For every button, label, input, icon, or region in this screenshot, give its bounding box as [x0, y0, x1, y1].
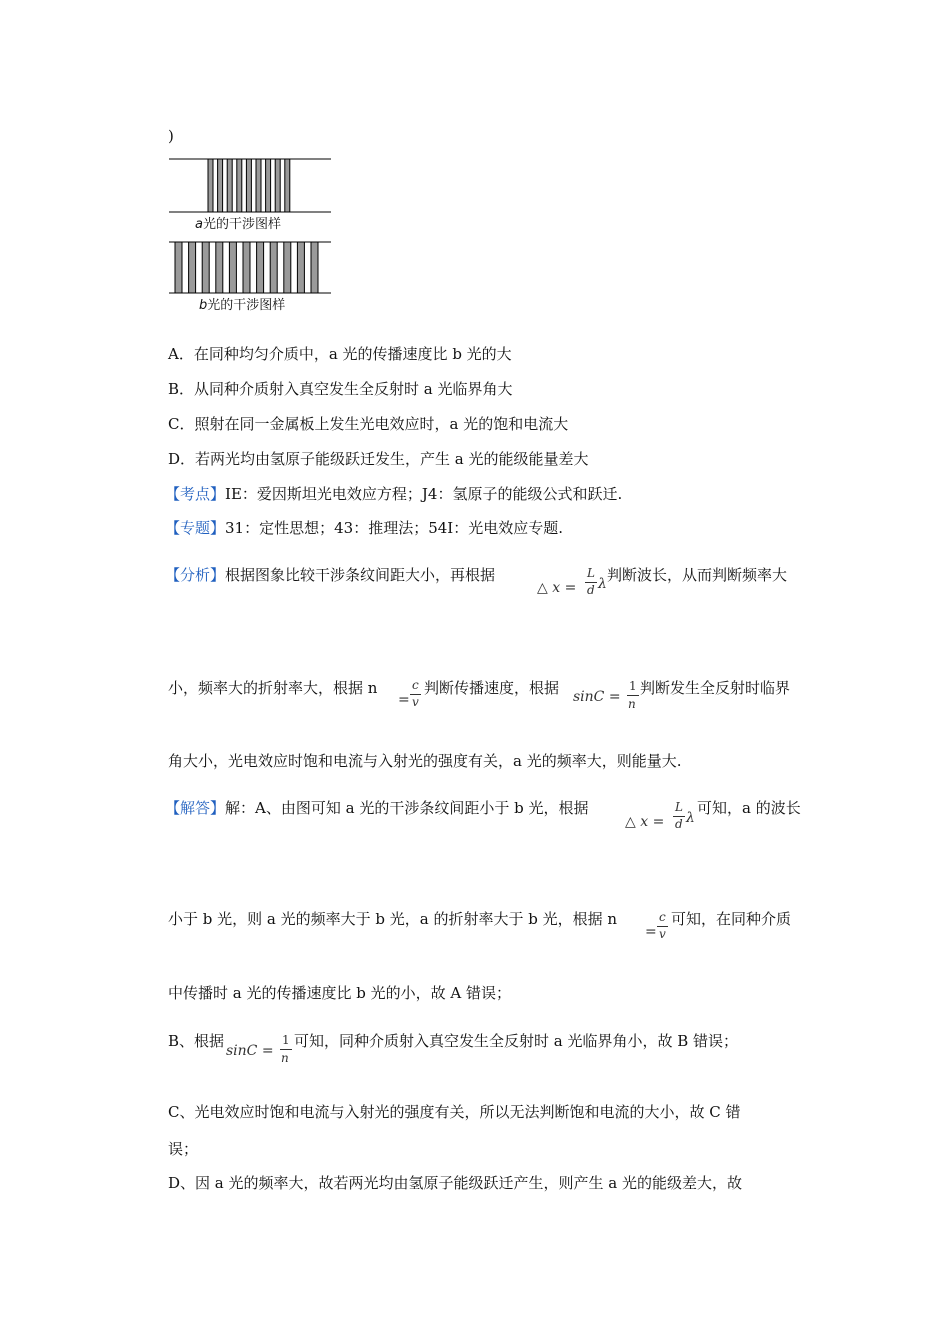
- label-b-text: 光的干涉图样: [207, 298, 286, 313]
- pattern-a-stripe: [266, 159, 271, 212]
- formula-delta-x: △ x = L d λ: [537, 566, 607, 597]
- question-fragment: ): [168, 127, 174, 145]
- zhuanti-tag: 【专题】: [165, 519, 226, 537]
- fenxi-line-1a: 【分析】根据图象比较干涉条纹间距大小，再根据: [165, 566, 496, 584]
- option-d: D．若两光均由氢原子能级跃迁发生，产生 a 光的能级能量差大: [168, 450, 589, 468]
- pattern-a-stripe: [275, 159, 280, 212]
- jieda-line-2a: 小于 b 光，则 a 光的频率大于 b 光，a 的折射率大于 b 光，根据 n: [168, 910, 618, 928]
- fenxi-line-1b: 判断波长，从而判断频率大: [607, 566, 788, 584]
- pattern-a-stripe: [285, 159, 290, 212]
- jieda-line-5: C、光电效应时饱和电流与入射光的强度有关，所以无法判断饱和电流的大小，故 C 错: [168, 1103, 741, 1121]
- option-b: B．从同种介质射入真空发生全反射时 a 光临界角大: [168, 380, 513, 398]
- jieda-line-4b: 可知，同种介质射入真空发生全反射时 a 光临界角小，故 B 错误；: [294, 1032, 739, 1050]
- pattern-b-stripe: [284, 242, 291, 293]
- label-b-letter: b: [199, 298, 208, 313]
- pattern-a-stripe: [256, 159, 261, 212]
- formula-sinc: sinC = 1 n: [573, 679, 643, 717]
- jieda-line-6: 误；: [168, 1140, 199, 1158]
- pattern-a-stripe: [227, 159, 232, 212]
- pattern-b-stripe: [189, 242, 196, 293]
- jieda-line-1b: 可知，a 的波长: [697, 799, 801, 817]
- jieda-line-7: D、因 a 光的频率大，故若两光均由氢原子能级跃迁产生，则产生 a 光的能级差大，故: [168, 1174, 742, 1192]
- pattern-a-stripe: [237, 159, 242, 212]
- jieda-line-2b: 可知，在同种介质: [671, 910, 792, 928]
- formula-n-c-v: = c v: [398, 678, 424, 714]
- fenxi-line-2a: 小，频率大的折射率大，根据 n: [168, 679, 378, 697]
- kaodian-tag: 【考点】: [165, 485, 226, 503]
- pattern-a-stripe: [246, 159, 251, 212]
- formula-n-c-v-2: = c v: [645, 910, 671, 946]
- fenxi-line-2c: 判断发生全反射时临界: [640, 679, 791, 697]
- pattern-b-stripe: [216, 242, 223, 293]
- pattern-b-stripe: [229, 242, 236, 293]
- pattern-b-stripe: [257, 242, 264, 293]
- pattern-b-stripe: [175, 242, 182, 293]
- option-c: C．照射在同一金属板上发生光电效应时，a 光的饱和电流大: [168, 415, 569, 433]
- pattern-b-stripe: [243, 242, 250, 293]
- svg-text:a光的干涉图样: [195, 216, 281, 232]
- label-a-letter: a: [195, 217, 203, 232]
- pattern-b-stripe: [202, 242, 209, 293]
- jieda-tag: 【解答】: [165, 799, 226, 817]
- label-a-text: 光的干涉图样: [202, 217, 281, 232]
- pattern-b-stripe: [297, 242, 304, 293]
- pattern-b-stripe: [270, 242, 277, 293]
- jieda-line-4a: B、根据: [168, 1032, 225, 1050]
- fenxi-line-3: 角大小，光电效应时饱和电流与入射光的强度有关，a 光的频率大，则能量大.: [168, 752, 682, 770]
- kaodian-text: IE：爱因斯坦光电效应方程；J4：氢原子的能级公式和跃迁.: [225, 485, 623, 503]
- zhuanti-line: [165, 517, 563, 538]
- svg-text:b光的干涉图样: [199, 297, 285, 313]
- pattern-b-stripe: [311, 242, 318, 293]
- pattern-b-stripes: [175, 242, 318, 293]
- pattern-a-stripe: [208, 159, 213, 212]
- formula-sinc-2: sinC = 1 n: [226, 1033, 296, 1071]
- option-a: A．在同种均匀介质中，a 光的传播速度比 b 光的大: [168, 345, 512, 363]
- interference-figure: [165, 155, 335, 315]
- fenxi-line-2b: 判断传播速度，根据: [424, 679, 560, 697]
- jieda-line-1a: 【解答】解：A、由图可知 a 光的干涉条纹间距小于 b 光，根据: [165, 799, 589, 817]
- fenxi-tag: 【分析】: [165, 566, 226, 584]
- jieda-line-3: 中传播时 a 光的传播速度比 b 光的小，故 A 错误；: [168, 984, 511, 1002]
- zhuanti-text: 31：定性思想；43：推理法；54I：光电效应专题.: [225, 519, 563, 537]
- pattern-a-stripes: [208, 159, 290, 212]
- pattern-a-stripe: [218, 159, 223, 212]
- kaodian-line: [165, 483, 622, 504]
- formula-delta-x-2: △ x = L d λ: [625, 800, 695, 831]
